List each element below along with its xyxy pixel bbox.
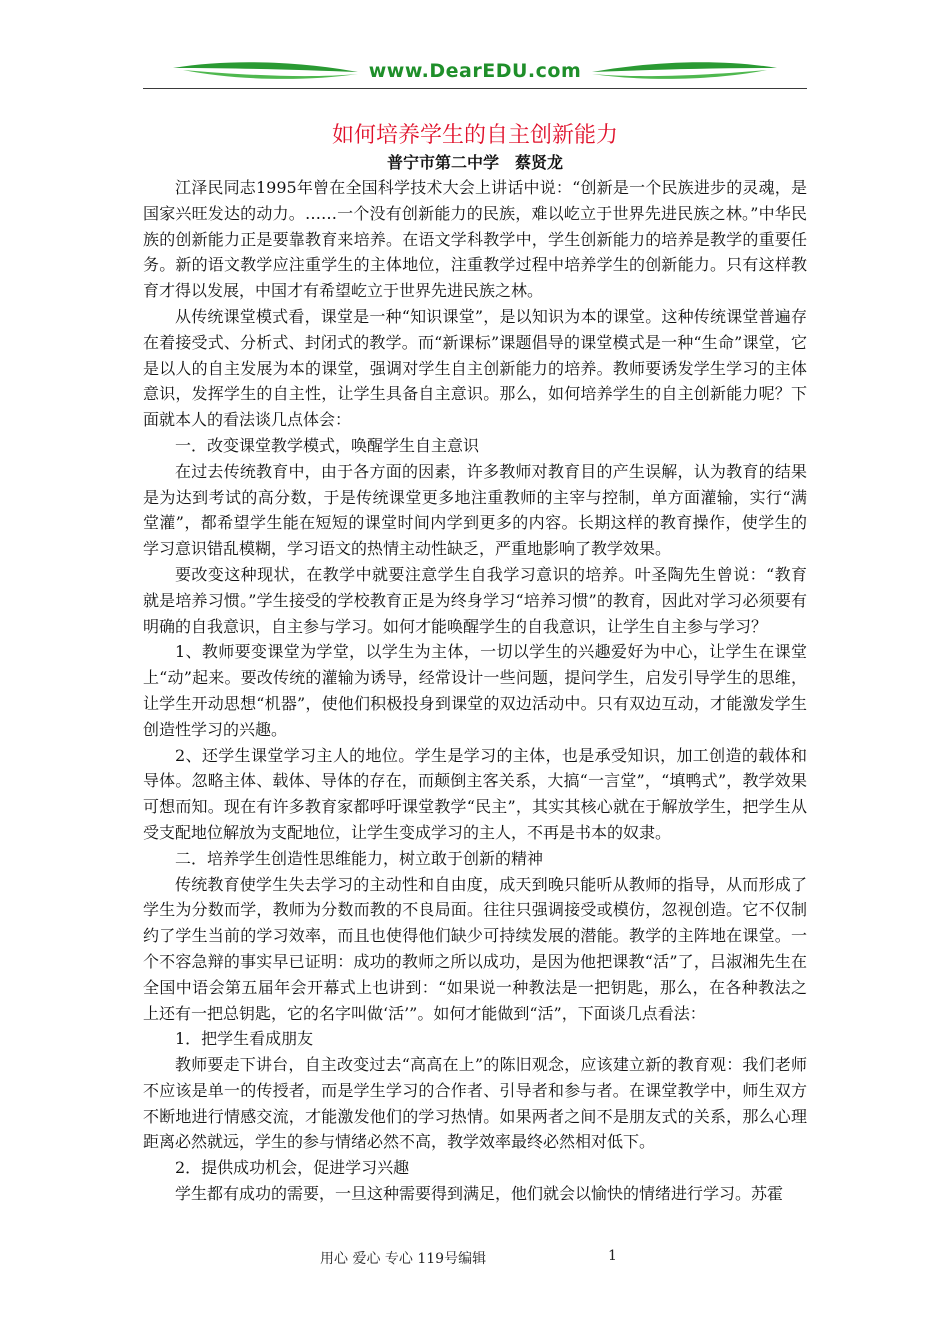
paragraph: 要改变这种现状，在教学中就要注意学生自我学习意识的培养。叶圣陶先生曾说：“教育就是培养习惯。”学生接受的学校教育正是为终身学习“培养习惯”的教育，因此对学习必须要有明确的自我意识，自主参与学习。如何才能唤醒学生的自我意识，让学生自主参与学习？ (143, 564, 807, 636)
section-heading: 二．培养学生创造性思维能力，树立敢于创新的精神 (175, 848, 544, 868)
page-header (143, 56, 807, 92)
page-number: 1 (608, 1248, 617, 1264)
paragraph: 学生都有成功的需要，一旦这种需要得到满足，他们就会以愉快的情绪进行学习。苏霍 (175, 1184, 784, 1204)
footer-text: 用心 爱心 专心 119号编辑 (320, 1251, 487, 1267)
page-footer (0, 1248, 950, 1272)
paragraph: 2、还学生课堂学习主人的地位。学生是学习的主体，也是承受知识，加工创造的载体和导体。忽略主体、载体、导体的存在，而颠倒主客关系，大搞“一言堂”，“填鸭式”，教学效果可想而知。现在有许多教育家都呼吁课堂教学“民主”，其实其核心就在于解放学生，把学生从受支配地位解放为支配地位，让学生变成学习的主人，不再是书本的奴隶。 (143, 745, 807, 842)
paragraph: 教师要走下讲台，自主改变过去“高高在上”的陈旧观念，应该建立新的教育观：我们老师不应该是单一的传授者，而是学生学习的合作者、引导者和参与者。在课堂教学中，师生双方不断地进行情感交流，才能激发他们的学习热情。如果两者之间不是朋友式的关系，那么心理距离必然就远，学生的参与情绪必然不高，教学效率最终必然相对低下。 (143, 1055, 807, 1152)
article-title: 如何培养学生的自主创新能力 (331, 123, 618, 148)
site-logo-text: www.DearEDU.com (368, 60, 582, 82)
paragraph: 从传统课堂模式看，课堂是一种“知识课堂”，是以知识为本的课堂。这种传统课堂普遍存在着接受式、分析式、封闭式的教学。而“新课标”课题倡导的课堂模式是一种“生命”课堂，它是以人的自主发展为本的课堂，强调对学生自主创新能力的培养。教师要诱发学生学习的主体意识，发挥学生的自主性，让学生具备自主意识。那么，如何培养学生的自主创新能力呢？下面就本人的看法谈几点体会： (143, 306, 807, 430)
paragraph: 江泽民同志1995年曾在全国科学技术大会上讲话中说：“创新是一个民族进步的灵魂，是国家兴旺发达的动力。……一个没有创新能力的民族，难以屹立于世界先进民族之林。”中华民族的创新能力正是要靠教育来培养。在语文学科教学中，学生创新能力的培养是教学的重要任务。新的语文教学应注重学生的主体地位，注重教学过程中培养学生的创新能力。只有这样教育才得以发展，中国才有希望屹立于世界先进民族之林。 (143, 178, 807, 301)
paragraph: 传统教育使学生失去学习的主动性和自由度，成天到晚只能听从教师的指导，从而形成了学生为分数而学，教师为分数而教的不良局面。往往只强调接受或模仿，忽视创造。它不仅制约了学生当前的学习效率，而且也使得他们缺少可持续发展的潜能。教学的主阵地在课堂。一个不容急辩的事实早已证明：成功的教师之所以成功，是因为他把课教“活”了，吕淑湘先生在全国中语会第五届年会开幕式上也讲到：“如果说一种教法是一把钥匙，那么，在各种教法之上还有一把总钥匙，它的名字叫做‘活’”。如何才能做到“活”，下面谈几点看法： (143, 874, 807, 1023)
paragraph: 1、教师要变课堂为学堂，以学生为主体，一切以学生的兴趣爱好为中心，让学生在课堂上“动”起来。要改传统的灌输为诱导，经常设计一些问题，提问学生，启发引导学生的思维，让学生开动思想“机器”，使他们积极投身到课堂的双边活动中。只有双边互动，才能激发学生创造性学习的兴趣。 (143, 642, 807, 739)
article-body (143, 175, 807, 1207)
subsection-heading: 2．提供成功机会，促进学习兴趣 (175, 1158, 410, 1178)
header-divider (143, 88, 807, 89)
subsection-heading: 1．把学生看成朋友 (175, 1029, 314, 1049)
author-byline: 普宁市第二中学 蔡贤龙 (386, 153, 563, 172)
section-heading: 一．改变课堂教学模式，唤醒学生自主意识 (175, 435, 480, 455)
paragraph: 在过去传统教育中，由于各方面的因素，许多教师对教育目的产生误解，认为教育的结果是为达到考试的高分数，于是传统课堂更多地注重教师的主宰与控制，单方面灌输，实行“满堂灌”，都希望学生能在短短的课堂时间内学到更多的内容。长期这样的教育操作，使学生的学习意识错乱模糊，学习语文的热情主动性缺乏，严重地影响了教学效果。 (143, 461, 807, 559)
